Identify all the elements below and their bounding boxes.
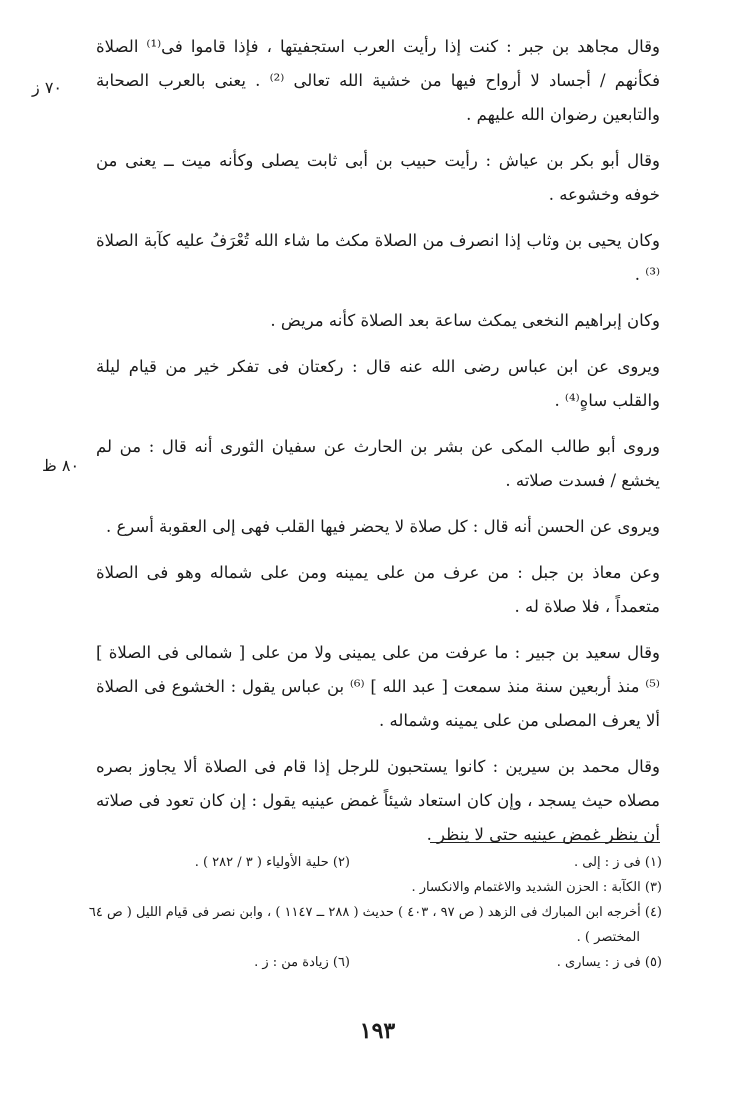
paragraph-mujahid: وقال مجاهد بن جبر : كنت إذا رأيت العرب استجفيتها ، فإذا قاموا فى⁽¹⁾ الصلاة فكأنهم / أجساد لا أرواح فيها من خشية الله تعالى ⁽²⁾ . يعنى بالعرب الصحابة والتابعين رضوان الله عليهم . xyxy=(96,37,661,124)
footnote-4: (٤) أخرجه ابن المبارك فى الزهد ( ص ٩٧ ، ٤٠٣ ) حديث ( ٢٨٨ ــ ١١٤٧ ) ، وابن نصر فى قيام الليل ( ص ٦٤ xyxy=(88,905,662,920)
paragraph-said: وقال سعيد بن جبير : ما عرفت من على يمينى ولا من على [ شمالى فى الصلاة ] ⁽⁵⁾ منذ أربعين سنة منذ سمعت [ عبد الله ] ⁽⁶⁾ بن عباس يقول : الخشوع فى الصلاة ألا يعرف المصلى من على يمينه وشماله . xyxy=(96,643,660,730)
paragraph-muadh: وعن معاذ بن جبل : من عرف من على يمينه ومن على شماله وهو فى الصلاة متعمداً ، فلا صلاة له . xyxy=(96,563,660,616)
footnote-row xyxy=(70,950,662,975)
paragraph-abu-bakr: وقال أبو بكر بن عياش : رأيت حبيب بن أبى ثابت يصلى وكأنه ميت ــ يعنى من خوفه وخشوعه . xyxy=(96,151,660,204)
footnote-3: (٣) الكآبة : الحزن الشديد والاغتمام والانكسار . xyxy=(411,880,662,895)
footnotes xyxy=(70,850,662,975)
footnote-separator xyxy=(430,842,660,843)
paragraph-ibrahim: وكان إبراهيم النخعى يمكث ساعة بعد الصلاة كأنه مريض . xyxy=(270,311,660,330)
footnote-5: (٥) فى ز : يسارى . xyxy=(556,955,662,970)
page-number: ١٩٣ xyxy=(359,1018,396,1044)
margin-note-manuscript-z: ٧٠ ز xyxy=(32,78,62,97)
paragraph-hasan: ويروى عن الحسن أنه قال : كل صلاة لا يحضر فيها القلب فهى إلى العقوبة أسرع . xyxy=(105,517,660,536)
footnote-4-continuation: المختصر ) . xyxy=(576,930,640,945)
main-text xyxy=(96,30,660,864)
footnote-2: (٢) حلية الأولياء ( ٣ / ٢٨٢ ) . xyxy=(194,855,350,870)
paragraph-yahya: وكان يحيى بن وثاب إذا انصرف من الصلاة مكث ما شاء الله تُعْرَفُ عليه كآبة الصلاة ⁽³⁾ . xyxy=(96,231,660,284)
paragraph-sirin: وقال محمد بن سيرين : كانوا يستحبون للرجل إذا قام فى الصلاة ألا يجاوز بصره مصلاه حيث يسجد ، وإن كان استعاد شيئاً غمض عينيه يقول : إن كان تعود فى صلاته أن ينظر غمض عينيه حتى لا ينظر . xyxy=(96,757,660,844)
footnote-6: (٦) زيادة من : ز . xyxy=(254,955,350,970)
margin-note-manuscript-zha: ٨٠ ظ xyxy=(42,456,80,475)
footnote-1: (١) فى ز : إلى . xyxy=(573,855,662,870)
paragraph-ibn-abbas: ويروى عن ابن عباس رضى الله عنه قال : ركعتان فى تفكر خير من قيام ليلة والقلب ساهٍ⁽⁴⁾ . xyxy=(96,357,660,410)
footnote-row xyxy=(70,850,662,875)
paragraph-abu-talib: وروى أبو طالب المكى عن بشر بن الحارث عن سفيان الثورى أنه قال : من لم يخشع / فسدت صلاته . xyxy=(96,437,660,490)
